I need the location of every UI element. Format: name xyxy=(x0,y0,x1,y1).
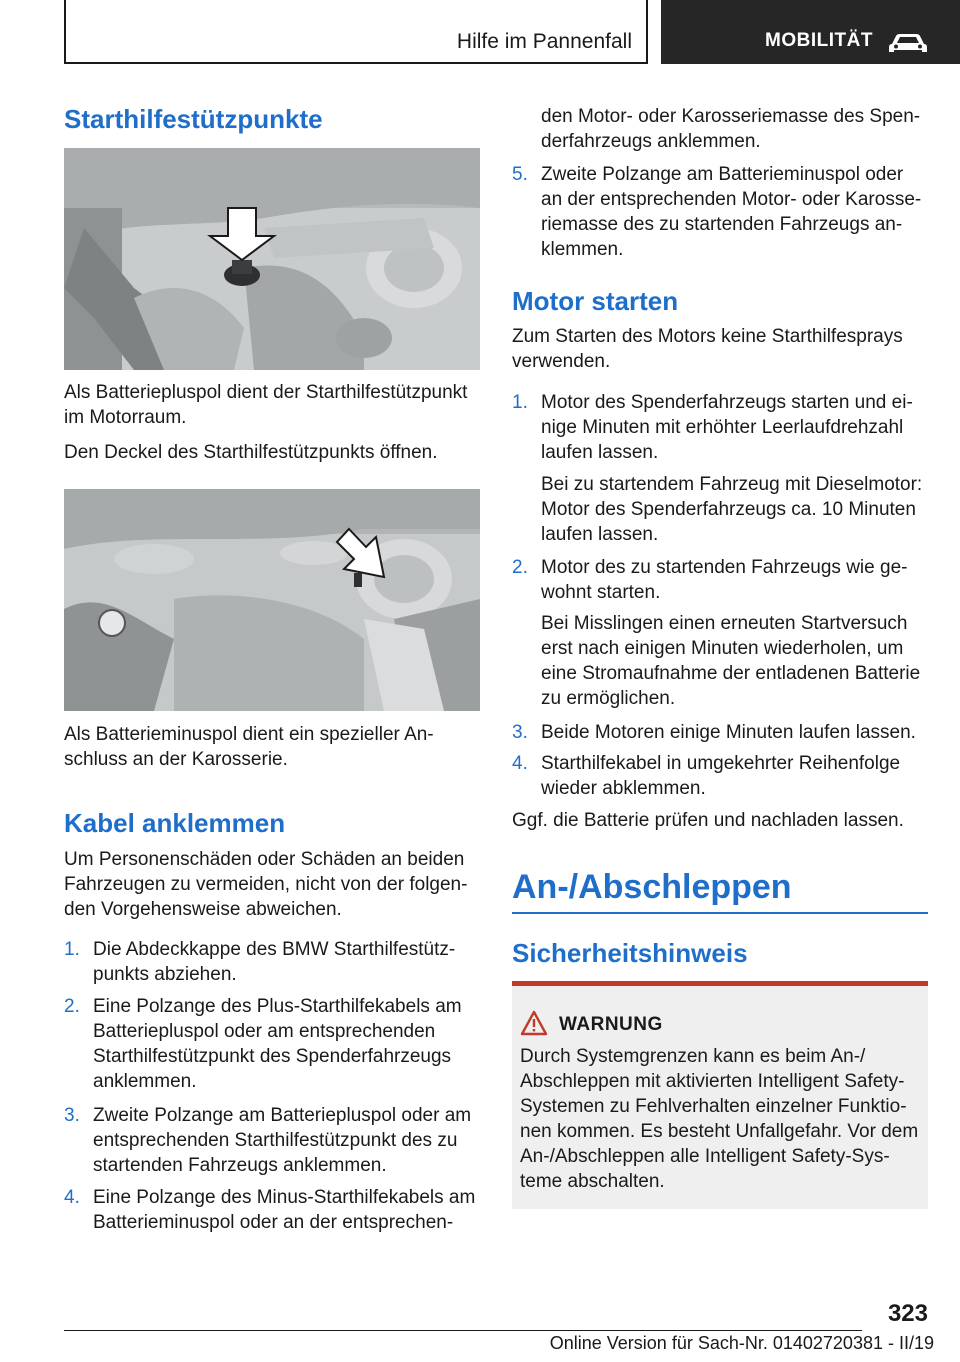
step-number: 3. xyxy=(512,722,528,743)
heading-motor-starten: Motor starten xyxy=(512,286,679,316)
step-number: 5. xyxy=(512,164,528,185)
section-title: Hilfe im Pannenfall xyxy=(456,30,632,53)
text-line: teme abschalten. xyxy=(520,1171,665,1192)
step-text xyxy=(541,390,931,465)
step-number: 1. xyxy=(64,939,80,960)
paragraph-check-battery: Ggf. die Batterie prüfen und nachladen lassen. xyxy=(512,810,904,831)
text-line: Starthilfekabel in umgekehrter Reihenfolge xyxy=(541,753,901,774)
heading-kabel-anklemmen: Kabel anklemmen xyxy=(64,808,286,838)
text-line: Eine Polzange des Plus-Starthilfekabels am xyxy=(93,996,462,1017)
step-subtext xyxy=(541,611,931,711)
text-line: Fahrzeugen zu vermeiden, nicht von der folgen‐ xyxy=(64,874,468,895)
text-line: verwenden. xyxy=(512,351,611,372)
page-number: 323 xyxy=(887,1300,928,1327)
text-line: laufen lassen. xyxy=(541,524,659,545)
text-line: Als Batteriepluspol dient der Starthilfestützpunkt xyxy=(64,382,468,403)
text-line: Batterieminuspol oder an der entsprechen‐ xyxy=(93,1212,454,1233)
step-number: 3. xyxy=(64,1105,80,1126)
step-text xyxy=(541,720,931,745)
text-line: Beide Motoren einige Minuten laufen lassen. xyxy=(541,722,916,743)
text-line: Systemen zu Fehlverhalten einzelner Funktio‐ xyxy=(520,1096,907,1117)
text-line: Um Personenschäden oder Schäden an beiden xyxy=(64,849,465,870)
text-line: Zweite Polzange am Batterieminuspol oder xyxy=(541,164,904,185)
text-line: Motor des zu startenden Fahrzeugs wie ge‐ xyxy=(541,557,908,578)
text-line: nige Minuten mit erhöhter Leerlaufdrehzahl xyxy=(541,417,904,438)
paragraph-no-sprays xyxy=(512,324,928,374)
paragraph-plus-pole xyxy=(64,380,480,430)
text-line: schluss an der Karosserie. xyxy=(64,749,288,770)
text-line: Zweite Polzange am Batteriepluspol oder am xyxy=(93,1105,472,1126)
text-line: den Vorgehensweise abweichen. xyxy=(64,899,342,920)
text-line: Als Batterieminuspol dient ein spezieller An‐ xyxy=(64,724,434,745)
text-line: Zum Starten des Motors keine Starthilfesprays xyxy=(512,326,903,347)
text-line: zu ermöglichen. xyxy=(541,688,676,709)
text-line: eine Stromaufnahme der entladenen Batterie xyxy=(541,663,921,684)
text-line: an der entsprechenden Motor- oder Karosse‐ xyxy=(541,189,922,210)
text-line: An-/Abschleppen alle Intelligent Safety-Sys‐ xyxy=(520,1146,890,1167)
text-line: laufen lassen. xyxy=(541,442,659,463)
footer-online-version: Online Version für Sach-Nr. 01402720381 - II/19 xyxy=(549,1333,934,1353)
heading-sicherheitshinweis: Sicherheitshinweis xyxy=(512,938,748,968)
step-text xyxy=(541,555,931,605)
header-chapter-tab xyxy=(661,0,960,64)
text-line: erst nach einigen Minuten wiederholen, um xyxy=(541,638,904,659)
text-line: wieder abklemmen. xyxy=(541,778,706,799)
paragraph-minus-pole xyxy=(64,722,480,772)
engine-bay-photo-plus-pole xyxy=(64,148,480,370)
step-number: 2. xyxy=(64,996,80,1017)
warning-box xyxy=(512,981,928,1209)
paragraph-open-cover: Den Deckel des Starthilfestützpunkts öffnen. xyxy=(64,442,438,463)
text-line: Batteriepluspol oder am entsprechenden xyxy=(93,1021,436,1042)
text-line: derfahrzeugs anklemmen. xyxy=(541,131,761,152)
step-text xyxy=(541,751,931,801)
paragraph-safety-intro xyxy=(64,847,480,922)
step-number: 4. xyxy=(512,753,528,774)
text-line: klemmen. xyxy=(541,239,624,260)
step-text xyxy=(93,937,483,987)
step-subtext xyxy=(541,472,931,547)
text-line: im Motorraum. xyxy=(64,407,187,428)
step-number: 1. xyxy=(512,392,528,413)
warning-text xyxy=(520,1044,926,1194)
header-section-box xyxy=(64,0,648,64)
chapter-title: MOBILITÄT xyxy=(765,30,873,51)
text-line: Motor des Spenderfahrzeugs starten und ei‐ xyxy=(541,392,913,413)
text-line: Die Abdeckkappe des BMW Starthilfestütz‐ xyxy=(93,939,456,960)
text-line: nen kommen. Es besteht Unfallgefahr. Vor dem xyxy=(520,1121,919,1142)
step-text xyxy=(541,162,931,262)
text-line: den Motor- oder Karosseriemasse des Spen‐ xyxy=(541,106,921,127)
heading-an-abschleppen: An-/Abschleppen xyxy=(512,868,792,906)
text-line: Abschleppen mit aktivierten Intelligent Safety- xyxy=(520,1071,905,1092)
text-line: Durch Systemgrenzen kann es beim An-/ xyxy=(520,1046,866,1067)
text-line: Starthilfestützpunkt des Spenderfahrzeugs xyxy=(93,1046,452,1067)
car-icon xyxy=(887,31,929,55)
step-text xyxy=(93,994,483,1094)
step-text xyxy=(93,1185,483,1235)
step-number: 4. xyxy=(64,1187,80,1208)
text-line: wohnt starten. xyxy=(541,582,661,603)
step-number: 2. xyxy=(512,557,528,578)
heading-rule xyxy=(512,912,928,914)
text-line: punkts abziehen. xyxy=(93,964,237,985)
text-line: Bei zu startendem Fahrzeug mit Dieselmotor: xyxy=(541,474,923,495)
heading-starthilfestuetzpunkte: Starthilfestützpunkte xyxy=(64,104,323,134)
text-line: entsprechenden Starthilfestützpunkt des zu xyxy=(93,1130,458,1151)
footer-rule xyxy=(64,1330,862,1331)
text-line: riemasse des zu startenden Fahrzeugs an‐ xyxy=(541,214,903,235)
text-line: Motor des Spenderfahrzeugs ca. 10 Minuten xyxy=(541,499,916,520)
step-continuation xyxy=(541,104,931,154)
warning-triangle-icon xyxy=(520,1010,548,1036)
warning-title: WARNUNG xyxy=(559,1014,663,1035)
text-line: Bei Misslingen einen erneuten Startversuch xyxy=(541,613,908,634)
engine-bay-photo-minus-pole xyxy=(64,489,480,711)
text-line: Eine Polzange des Minus-Starthilfekabels am xyxy=(93,1187,476,1208)
step-text xyxy=(93,1103,483,1178)
text-line: anklemmen. xyxy=(93,1071,197,1092)
text-line: startenden Fahrzeugs anklemmen. xyxy=(93,1155,387,1176)
